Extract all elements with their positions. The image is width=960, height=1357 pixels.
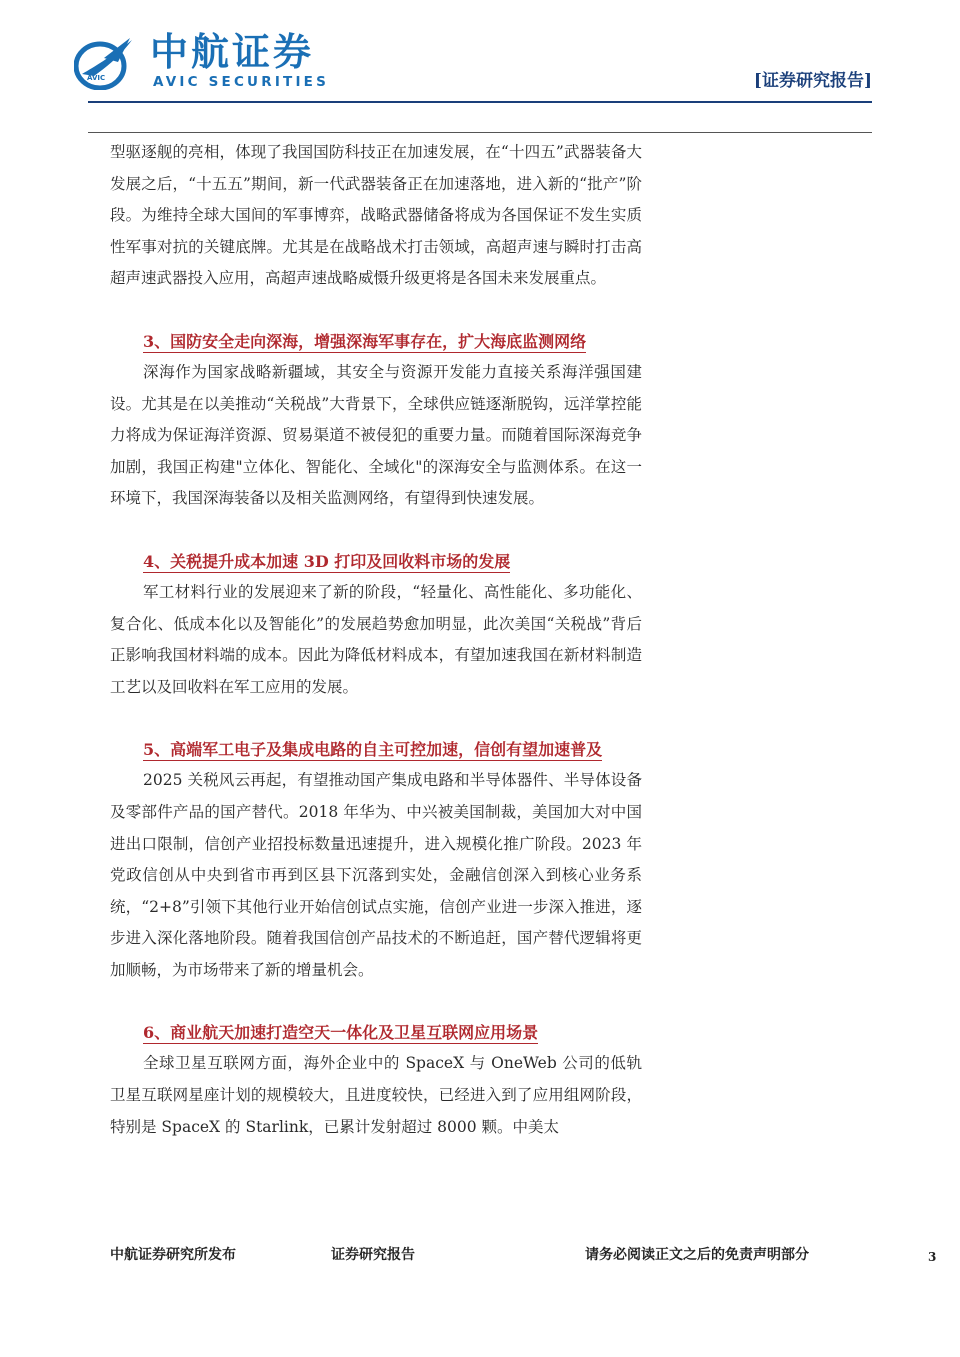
page-header — [0, 0, 960, 140]
section-body-6: 全球卫星互联网方面，海外企业中的 SpaceX 与 OneWeb 公司的低轨卫星互联网星座计划的规模较大，且进度较快，已经进入到了应用组网阶段，特别是 SpaceX 的 Starlink，已累计发射超过 8000 颗。中美太 — [110, 1054, 642, 1136]
page-footer — [0, 1238, 960, 1278]
section-title-6: 6、商业航天加速打造空天一体化及卫星互联网应用场景 — [143, 1023, 539, 1043]
section-body-4: 军工材料行业的发展迎来了新的阶段，“轻量化、高性能化、多功能化、复合化、低成本化以及智能化”的发展趋势愈加明显，此次美国“关税战”背后正影响我国材料端的成本。因此为降低材料成本，有望加速我国在新材料制造工艺以及回收料在军工应用的发展。 — [110, 582, 642, 696]
section-title-4: 4、关税提升成本加速 3D 打印及回收料市场的发展 — [143, 551, 511, 571]
section-body-3: 深海作为国家战略新疆域，其安全与资源开发能力直接关系海洋强国建设。尤其是在以美推动“关税战”大背景下，全球供应链逐渐脱钩，远洋掌控能力将成为保证海洋资源、贸易渠道不被侵犯的重要力量。而随着国际深海竞争加剧，我国正构建"立体化、智能化、全域化"的深海安全与监测体系。在这一环境下，我国深海装备以及相关监测网络，有望得到快速发展。 — [110, 362, 642, 508]
section-body-5: 2025 关税风云再起，有望推动国产集成电路和半导体器件、半导体设备及零部件产品的国产替代。2018 年华为、中兴被美国制裁，美国加大对中国进出口限制，信创产业招投标数量迅速提升，进入规模化推广阶段。2023 年党政信创从中央到省市再到区县下沉落到实处，金融信创深入到核心业务系统，“2+8”引领下其他行业开始信创试点实施，信创产业进一步深入推进，逐步进入深化落地阶段。随着我国信创产品技术的不断追赶，国产替代逻辑将更加顺畅，为市场带来了新的增量机会。 — [110, 771, 642, 979]
section-title-3: 3、国防安全走向深海，增强深海军事存在，扩大海底监测网络 — [143, 331, 587, 351]
content-top-rule — [88, 132, 872, 133]
header-divider — [88, 101, 872, 103]
report-type-tag: [证券研究报告] — [753, 71, 872, 91]
footer-report-type: 证券研究报告 — [331, 1247, 415, 1263]
logo-badge: AVIC — [87, 74, 106, 82]
footer-publisher: 中航证券研究所发布 — [110, 1247, 236, 1263]
section-title-5: 5、高端军工电子及集成电路的自主可控加速，信创有望加速普及 — [143, 740, 603, 760]
report-body — [110, 137, 642, 1143]
intro-paragraph: 型驱逐舰的亮相，体现了我国国防科技正在加速发展，在“十四五”武器装备大发展之后，“十五五”期间，新一代武器装备正在加速落地，进入新的“批产”阶段。为维持全球大国间的军事博弈，战略武器储备将成为各国保证不发生实质性军事对抗的关键底牌。尤其是在战略战术打击领域，高超声速与瞬时打击高超声速武器投入应用，高超声速战略威慑升级更将是各国未来发展重点。 — [110, 143, 642, 288]
logo-english-name: AVIC SECURITIES — [153, 74, 330, 90]
footer-disclaimer: 请务必阅读正文之后的免责声明部分 — [585, 1247, 809, 1263]
logo-chinese-name: 中航证券 — [150, 30, 315, 74]
plane-swoosh-icon — [74, 36, 136, 90]
page-number: 3 — [928, 1250, 937, 1264]
